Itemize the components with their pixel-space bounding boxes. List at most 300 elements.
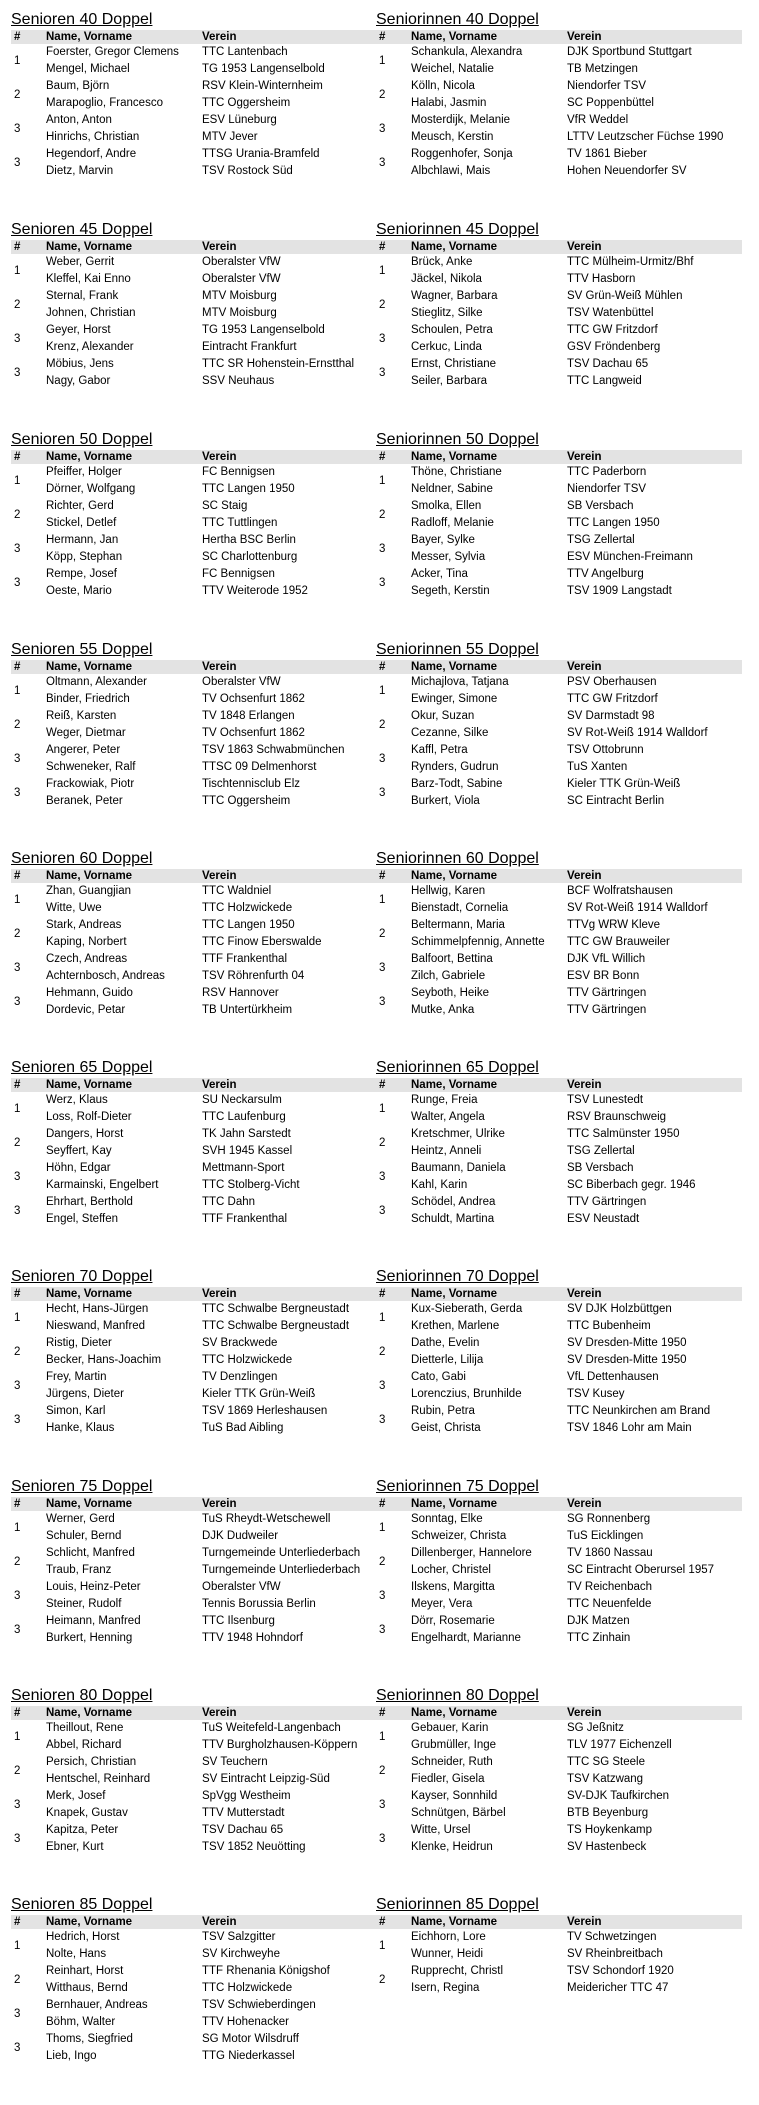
player-club: TuS Eicklingen bbox=[567, 1530, 644, 1542]
men-doubles-block bbox=[11, 220, 377, 390]
placement-number: 2 bbox=[14, 1556, 21, 1568]
player-line bbox=[11, 674, 377, 691]
placement-number: 3 bbox=[14, 333, 21, 345]
placement-number: 2 bbox=[14, 719, 21, 731]
doubles-pair-row bbox=[376, 254, 742, 288]
player-name: Angerer, Peter bbox=[46, 744, 121, 756]
player-club: Tennis Borussia Berlin bbox=[202, 1598, 316, 1610]
player-club: TTC Mülheim-Urmitz/Bhf bbox=[567, 256, 694, 268]
player-name: Radloff, Melanie bbox=[411, 517, 494, 529]
player-club: TSV Dachau 65 bbox=[567, 358, 649, 370]
player-club: TTVg WRW Kleve bbox=[567, 919, 661, 931]
table-header bbox=[376, 660, 742, 674]
doubles-pair-row bbox=[11, 112, 377, 146]
player-line bbox=[11, 1980, 377, 1997]
player-club: TTC Bubenheim bbox=[567, 1320, 651, 1332]
player-club: ESV Neustadt bbox=[567, 1213, 640, 1225]
player-name: Schödel, Andrea bbox=[411, 1196, 496, 1208]
player-line bbox=[376, 1143, 742, 1160]
player-line bbox=[376, 1194, 742, 1211]
header-club: Verein bbox=[567, 1707, 602, 1719]
player-name: Czech, Andreas bbox=[46, 953, 128, 965]
header-club: Verein bbox=[202, 1288, 237, 1300]
player-line bbox=[376, 254, 742, 271]
player-line bbox=[376, 1126, 742, 1143]
section-title: Senioren 60 Doppel bbox=[11, 850, 153, 867]
player-line bbox=[376, 1946, 742, 1963]
placement-number: 3 bbox=[379, 1833, 386, 1845]
player-line bbox=[376, 900, 742, 917]
placement-number: 1 bbox=[14, 1103, 21, 1115]
player-name: Kaping, Norbert bbox=[46, 936, 127, 948]
player-name: Knapek, Gustav bbox=[46, 1807, 128, 1819]
player-name: Neldner, Sabine bbox=[411, 483, 493, 495]
doubles-pair-row bbox=[11, 776, 377, 810]
header-name: Name, Vorname bbox=[411, 1288, 498, 1300]
player-line bbox=[376, 78, 742, 95]
header-name: Name, Vorname bbox=[411, 1498, 498, 1510]
player-line bbox=[11, 934, 377, 951]
player-line bbox=[11, 2014, 377, 2031]
player-line bbox=[376, 1805, 742, 1822]
header-rank: # bbox=[14, 1707, 21, 1719]
player-name: Ristig, Dieter bbox=[46, 1337, 112, 1349]
header-club: Verein bbox=[567, 451, 602, 463]
player-club: Meidericher TTC 47 bbox=[567, 1982, 669, 1994]
player-name: Loss, Rolf-Dieter bbox=[46, 1111, 132, 1123]
placement-number: 2 bbox=[379, 1346, 386, 1358]
player-club: SG Motor Wilsdruff bbox=[202, 2033, 299, 2045]
player-name: Schnütgen, Bärbel bbox=[411, 1807, 506, 1819]
placement-number: 3 bbox=[14, 1414, 21, 1426]
player-line bbox=[376, 1160, 742, 1177]
player-club: TuS Rheydt-Wetschewell bbox=[202, 1513, 331, 1525]
player-name: Karmainski, Engelbert bbox=[46, 1179, 159, 1191]
player-name: Hecht, Hans-Jürgen bbox=[46, 1303, 149, 1315]
table-header bbox=[11, 1078, 377, 1092]
player-line bbox=[376, 1980, 742, 1997]
player-line bbox=[376, 951, 742, 968]
player-line bbox=[376, 356, 742, 373]
player-line bbox=[376, 1754, 742, 1771]
player-line bbox=[376, 1737, 742, 1754]
player-club: Oberalster VfW bbox=[202, 256, 281, 268]
doubles-pair-row bbox=[11, 1194, 377, 1228]
player-club: VfR Weddel bbox=[567, 114, 629, 126]
women-doubles-block bbox=[376, 1267, 742, 1437]
player-name: Sonntag, Elke bbox=[411, 1513, 483, 1525]
doubles-pair-row bbox=[376, 1720, 742, 1754]
doubles-pair-row bbox=[11, 883, 377, 917]
women-doubles-block bbox=[376, 640, 742, 810]
men-doubles-block bbox=[11, 849, 377, 1019]
doubles-pair-row bbox=[11, 254, 377, 288]
player-club: SC Eintracht Oberursel 1957 bbox=[567, 1564, 715, 1576]
player-line bbox=[376, 674, 742, 691]
player-line bbox=[376, 934, 742, 951]
player-line bbox=[11, 1092, 377, 1109]
placement-number: 1 bbox=[379, 55, 386, 67]
header-name: Name, Vorname bbox=[46, 661, 133, 673]
player-club: TTC Holzwickede bbox=[202, 1982, 293, 1994]
player-name: Schoulen, Petra bbox=[411, 324, 493, 336]
player-line bbox=[11, 1386, 377, 1403]
player-club: SV Rot-Weiß 1914 Walldorf bbox=[567, 902, 708, 914]
player-club: TB Untertürkheim bbox=[202, 1004, 293, 1016]
header-name: Name, Vorname bbox=[46, 1916, 133, 1928]
placement-number: 1 bbox=[14, 265, 21, 277]
doubles-pair-row bbox=[376, 951, 742, 985]
placement-number: 3 bbox=[14, 1590, 21, 1602]
player-club: TB Metzingen bbox=[567, 63, 638, 75]
player-line bbox=[11, 112, 377, 129]
header-rank: # bbox=[14, 241, 21, 253]
player-line bbox=[376, 1613, 742, 1630]
player-line bbox=[11, 742, 377, 759]
player-line bbox=[376, 163, 742, 180]
player-name: Schweneker, Ralf bbox=[46, 761, 136, 773]
player-name: Seyffert, Kay bbox=[46, 1145, 112, 1157]
player-name: Engel, Steffen bbox=[46, 1213, 119, 1225]
placement-number: 3 bbox=[379, 787, 386, 799]
player-club: SC Biberbach gegr. 1946 bbox=[567, 1179, 696, 1191]
player-club: TLV 1977 Eichenzell bbox=[567, 1739, 672, 1751]
player-line bbox=[11, 917, 377, 934]
placement-number: 2 bbox=[379, 1556, 386, 1568]
player-name: Cezanne, Silke bbox=[411, 727, 489, 739]
doubles-pair-row bbox=[376, 356, 742, 390]
header-club: Verein bbox=[567, 1916, 602, 1928]
player-club: MTV Jever bbox=[202, 131, 258, 143]
player-club: TSG Zellertal bbox=[567, 1145, 635, 1157]
player-club: TTV Weiterode 1952 bbox=[202, 585, 308, 597]
player-name: Dörr, Rosemarie bbox=[411, 1615, 495, 1627]
player-name: Hegendorf, Andre bbox=[46, 148, 137, 160]
doubles-pair-row bbox=[376, 1160, 742, 1194]
doubles-pair-row bbox=[11, 78, 377, 112]
player-line bbox=[376, 759, 742, 776]
player-name: Mosterdijk, Melanie bbox=[411, 114, 511, 126]
section-title: Senioren 50 Doppel bbox=[11, 431, 153, 448]
player-club: TTV Hasborn bbox=[567, 273, 636, 285]
men-doubles-block bbox=[11, 1477, 377, 1647]
doubles-pair-row bbox=[376, 1822, 742, 1856]
player-name: Köpp, Stephan bbox=[46, 551, 123, 563]
player-line bbox=[11, 1805, 377, 1822]
player-club: SB Versbach bbox=[567, 500, 634, 512]
placement-number: 2 bbox=[379, 299, 386, 311]
doubles-pair-row bbox=[11, 2031, 377, 2065]
player-club: TTC Salmünster 1950 bbox=[567, 1128, 680, 1140]
table-header bbox=[376, 869, 742, 883]
header-rank: # bbox=[379, 870, 386, 882]
header-name: Name, Vorname bbox=[46, 1707, 133, 1719]
player-club: TTV 1948 Hohndorf bbox=[202, 1632, 304, 1644]
player-club: TSV 1846 Lohr am Main bbox=[567, 1422, 692, 1434]
women-doubles-block bbox=[376, 1895, 742, 1997]
header-rank: # bbox=[14, 1498, 21, 1510]
player-club: TTC Langen 1950 bbox=[202, 919, 295, 931]
doubles-pair-row bbox=[11, 951, 377, 985]
placement-number: 3 bbox=[14, 1799, 21, 1811]
header-rank: # bbox=[379, 1079, 386, 1091]
placement-number: 3 bbox=[14, 157, 21, 169]
doubles-pair-row bbox=[376, 146, 742, 180]
player-line bbox=[11, 1946, 377, 1963]
doubles-pair-row bbox=[11, 1160, 377, 1194]
player-club: TTC Neunkirchen am Brand bbox=[567, 1405, 711, 1417]
player-line bbox=[11, 1630, 377, 1647]
player-line bbox=[11, 2048, 377, 2065]
header-club: Verein bbox=[567, 1288, 602, 1300]
section-title: Seniorinnen 60 Doppel bbox=[376, 850, 539, 867]
player-name: Heimann, Manfred bbox=[46, 1615, 141, 1627]
player-name: Becker, Hans-Joachim bbox=[46, 1354, 162, 1366]
player-club: TTC Paderborn bbox=[567, 466, 647, 478]
player-name: Nieswand, Manfred bbox=[46, 1320, 146, 1332]
header-name: Name, Vorname bbox=[46, 870, 133, 882]
player-name: Hentschel, Reinhard bbox=[46, 1773, 151, 1785]
table-header bbox=[376, 1706, 742, 1720]
player-name: Meusch, Kerstin bbox=[411, 131, 494, 143]
placement-number: 2 bbox=[379, 89, 386, 101]
player-line bbox=[376, 1788, 742, 1805]
player-line bbox=[11, 1997, 377, 2014]
header-name: Name, Vorname bbox=[46, 241, 133, 253]
player-club: TS Hoykenkamp bbox=[567, 1824, 653, 1836]
table-header bbox=[376, 1497, 742, 1511]
player-line bbox=[376, 1352, 742, 1369]
player-name: Kahl, Karin bbox=[411, 1179, 468, 1191]
placement-number: 3 bbox=[379, 1590, 386, 1602]
player-club: TTC GW Fritzdorf bbox=[567, 693, 658, 705]
doubles-pair-row bbox=[376, 1403, 742, 1437]
player-name: Rupprecht, Christl bbox=[411, 1965, 504, 1977]
player-name: Frackowiak, Piotr bbox=[46, 778, 135, 790]
player-club: TSV 1852 Neuötting bbox=[202, 1841, 306, 1853]
player-club: Oberalster VfW bbox=[202, 1581, 281, 1593]
men-doubles-block bbox=[11, 1686, 377, 1856]
player-line bbox=[376, 1420, 742, 1437]
player-name: Walter, Angela bbox=[411, 1111, 485, 1123]
player-name: Jürgens, Dieter bbox=[46, 1388, 124, 1400]
table-header bbox=[376, 450, 742, 464]
section-title: Seniorinnen 70 Doppel bbox=[376, 1268, 539, 1285]
player-name: Beranek, Peter bbox=[46, 795, 123, 807]
header-name: Name, Vorname bbox=[411, 870, 498, 882]
player-line bbox=[11, 1002, 377, 1019]
player-club: SG Ronnenberg bbox=[567, 1513, 651, 1525]
header-club: Verein bbox=[202, 31, 237, 43]
header-name: Name, Vorname bbox=[411, 1707, 498, 1719]
table-header bbox=[11, 1706, 377, 1720]
player-line bbox=[11, 1822, 377, 1839]
header-name: Name, Vorname bbox=[411, 451, 498, 463]
player-club: TTC Holzwickede bbox=[202, 902, 293, 914]
player-line bbox=[376, 1092, 742, 1109]
doubles-pair-row bbox=[376, 1545, 742, 1579]
player-club: DJK Matzen bbox=[567, 1615, 630, 1627]
table-header bbox=[11, 450, 377, 464]
player-name: Zilch, Gabriele bbox=[411, 970, 486, 982]
player-name: Mengel, Michael bbox=[46, 63, 130, 75]
player-line bbox=[376, 61, 742, 78]
player-line bbox=[376, 322, 742, 339]
player-name: Foerster, Gregor Clemens bbox=[46, 46, 179, 58]
player-name: Okur, Suzan bbox=[411, 710, 475, 722]
player-club: SV Teuchern bbox=[202, 1756, 268, 1768]
player-club: TK Jahn Sarstedt bbox=[202, 1128, 291, 1140]
player-line bbox=[376, 271, 742, 288]
player-line bbox=[11, 759, 377, 776]
player-name: Nolte, Hans bbox=[46, 1948, 107, 1960]
player-name: Merk, Josef bbox=[46, 1790, 106, 1802]
player-name: Schlicht, Manfred bbox=[46, 1547, 135, 1559]
player-club: TSV Ottobrunn bbox=[567, 744, 644, 756]
player-club: SB Versbach bbox=[567, 1162, 634, 1174]
header-rank: # bbox=[379, 241, 386, 253]
player-line bbox=[376, 1369, 742, 1386]
player-club: TTV Hohenacker bbox=[202, 2016, 289, 2028]
player-name: Eichhorn, Lore bbox=[411, 1931, 486, 1943]
player-name: Dietterle, Lilija bbox=[411, 1354, 484, 1366]
player-line bbox=[11, 1126, 377, 1143]
player-club: SU Neckarsulm bbox=[202, 1094, 282, 1106]
doubles-pair-row bbox=[376, 566, 742, 600]
player-line bbox=[376, 95, 742, 112]
player-line bbox=[376, 583, 742, 600]
player-name: Roggenhofer, Sonja bbox=[411, 148, 513, 160]
player-line bbox=[376, 1720, 742, 1737]
player-club: SV Hastenbeck bbox=[567, 1841, 647, 1853]
player-club: TSV 1909 Langstadt bbox=[567, 585, 672, 597]
player-line bbox=[376, 1211, 742, 1228]
doubles-pair-row bbox=[11, 742, 377, 776]
header-club: Verein bbox=[202, 451, 237, 463]
placement-number: 3 bbox=[14, 123, 21, 135]
player-line bbox=[11, 1771, 377, 1788]
player-club: TTC Oggersheim bbox=[202, 97, 291, 109]
player-club: RSV Braunschweig bbox=[567, 1111, 667, 1123]
player-name: Brück, Anke bbox=[411, 256, 473, 268]
player-name: Reinhart, Horst bbox=[46, 1965, 124, 1977]
doubles-pair-row bbox=[11, 566, 377, 600]
player-club: TTC Laufenburg bbox=[202, 1111, 286, 1123]
player-line bbox=[376, 968, 742, 985]
placement-number: 1 bbox=[379, 685, 386, 697]
player-name: Schuldt, Martina bbox=[411, 1213, 495, 1225]
player-club: TSV 1863 Schwabmünchen bbox=[202, 744, 345, 756]
women-doubles-block bbox=[376, 849, 742, 1019]
player-line bbox=[11, 1545, 377, 1562]
player-line bbox=[11, 44, 377, 61]
player-name: Kretschmer, Ulrike bbox=[411, 1128, 505, 1140]
doubles-pair-row bbox=[376, 78, 742, 112]
player-name: Acker, Tina bbox=[411, 568, 468, 580]
player-name: Cato, Gabi bbox=[411, 1371, 466, 1383]
doubles-pair-row bbox=[376, 1126, 742, 1160]
player-club: Niendorfer TSV bbox=[567, 80, 647, 92]
player-club: Mettmann-Sport bbox=[202, 1162, 285, 1174]
player-line bbox=[11, 708, 377, 725]
doubles-pair-row bbox=[11, 288, 377, 322]
player-line bbox=[376, 691, 742, 708]
player-line bbox=[11, 129, 377, 146]
player-line bbox=[376, 1839, 742, 1856]
table-header bbox=[11, 1915, 377, 1929]
placement-number: 1 bbox=[379, 1312, 386, 1324]
player-line bbox=[376, 1301, 742, 1318]
doubles-pair-row bbox=[11, 1963, 377, 1997]
player-club: TTC Langen 1950 bbox=[567, 517, 660, 529]
header-name: Name, Vorname bbox=[411, 661, 498, 673]
player-club: SC Staig bbox=[202, 500, 248, 512]
player-line bbox=[11, 1528, 377, 1545]
player-name: Halabi, Jasmin bbox=[411, 97, 487, 109]
header-rank: # bbox=[14, 1288, 21, 1300]
player-club: TSV Schondorf 1920 bbox=[567, 1965, 674, 1977]
player-name: Isern, Regina bbox=[411, 1982, 480, 1994]
player-line bbox=[11, 1579, 377, 1596]
header-club: Verein bbox=[202, 1707, 237, 1719]
player-line bbox=[376, 1771, 742, 1788]
doubles-pair-row bbox=[376, 1929, 742, 1963]
player-name: Wagner, Barbara bbox=[411, 290, 498, 302]
player-line bbox=[376, 481, 742, 498]
player-club: Hertha BSC Berlin bbox=[202, 534, 296, 546]
player-name: Traub, Franz bbox=[46, 1564, 112, 1576]
header-club: Verein bbox=[567, 241, 602, 253]
player-line bbox=[11, 532, 377, 549]
player-line bbox=[376, 1963, 742, 1980]
player-name: Engelhardt, Marianne bbox=[411, 1632, 521, 1644]
doubles-pair-row bbox=[11, 322, 377, 356]
header-name: Name, Vorname bbox=[411, 31, 498, 43]
player-club: TTV Mutterstadt bbox=[202, 1807, 285, 1819]
player-name: Marapoglio, Francesco bbox=[46, 97, 163, 109]
player-club: TTF Frankenthal bbox=[202, 953, 287, 965]
player-club: TV Ochsenfurt 1862 bbox=[202, 693, 305, 705]
player-name: Mutke, Anka bbox=[411, 1004, 475, 1016]
header-name: Name, Vorname bbox=[411, 241, 498, 253]
placement-number: 3 bbox=[379, 962, 386, 974]
placement-number: 3 bbox=[14, 2008, 21, 2020]
placement-number: 2 bbox=[14, 1346, 21, 1358]
header-rank: # bbox=[379, 1707, 386, 1719]
doubles-pair-row bbox=[376, 322, 742, 356]
player-club: TV Reichenbach bbox=[567, 1581, 653, 1593]
player-line bbox=[376, 1511, 742, 1528]
table-header bbox=[376, 1915, 742, 1929]
section-title: Seniorinnen 65 Doppel bbox=[376, 1059, 539, 1076]
player-name: Johnen, Christian bbox=[46, 307, 136, 319]
player-line bbox=[11, 1737, 377, 1754]
placement-number: 1 bbox=[14, 55, 21, 67]
player-line bbox=[376, 373, 742, 390]
placement-number: 3 bbox=[379, 543, 386, 555]
player-name: Grubmüller, Inge bbox=[411, 1739, 497, 1751]
player-line bbox=[376, 742, 742, 759]
doubles-pair-row bbox=[376, 1963, 742, 1997]
table-header bbox=[11, 1287, 377, 1301]
player-name: Geist, Christa bbox=[411, 1422, 481, 1434]
player-line bbox=[11, 356, 377, 373]
section-title: Senioren 40 Doppel bbox=[11, 11, 153, 28]
player-line bbox=[11, 1177, 377, 1194]
player-name: Krenz, Alexander bbox=[46, 341, 134, 353]
header-club: Verein bbox=[202, 1916, 237, 1928]
player-name: Witte, Uwe bbox=[46, 902, 102, 914]
